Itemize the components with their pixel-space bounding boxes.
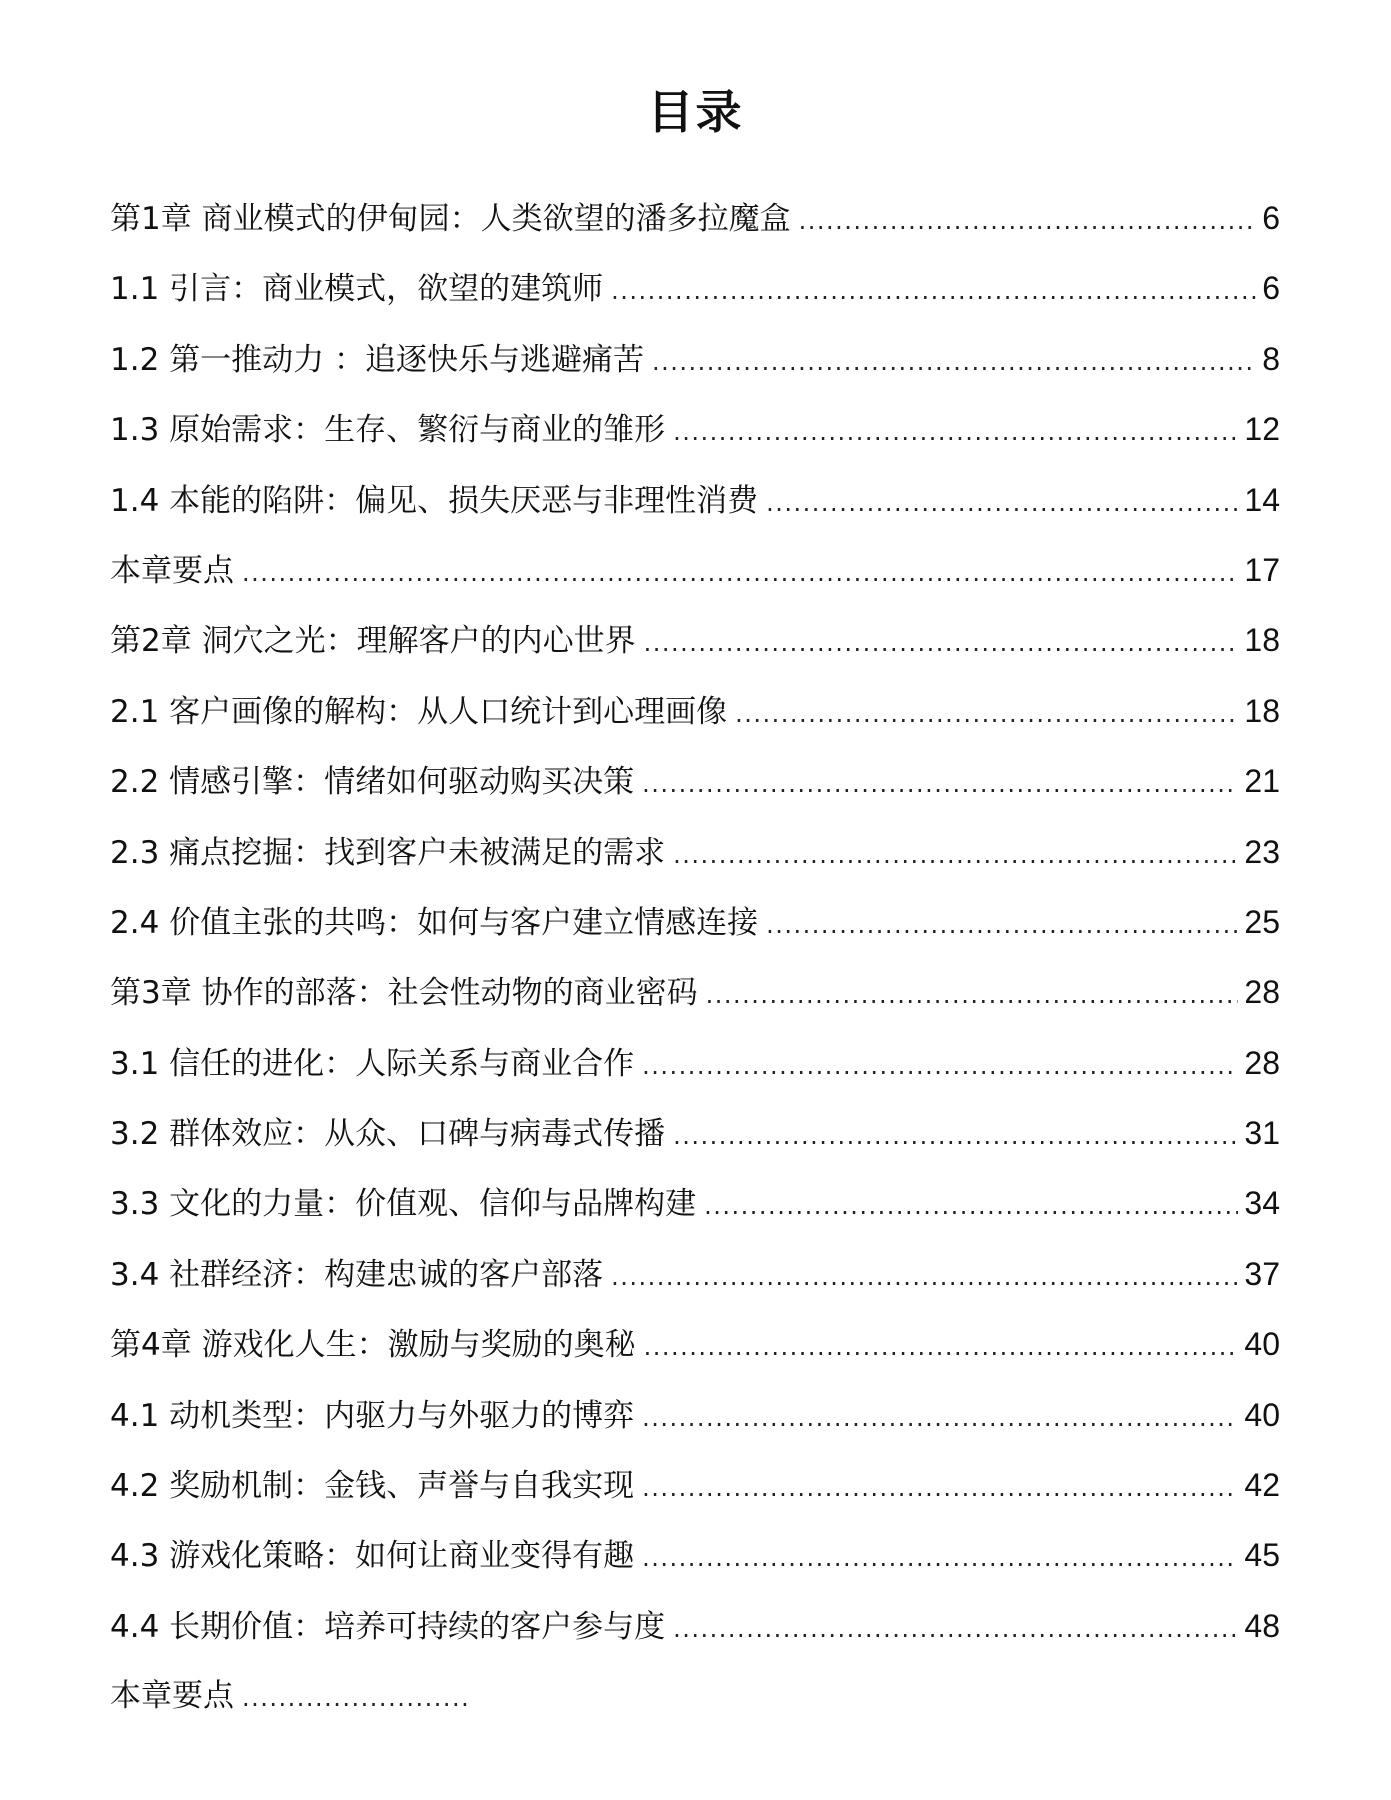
dot-leader (652, 340, 1256, 384)
toc-entry-page: 45 (1244, 1537, 1280, 1574)
dot-leader (611, 269, 1256, 313)
toc-entry-label: 4.3 游戏化策略：如何让商业变得有趣 (110, 1538, 635, 1575)
dot-leader (799, 199, 1257, 243)
toc-entry[interactable] (110, 1393, 1280, 1463)
toc-entry-label: 1.3 原始需求：生存、繁衍与商业的雏形 (110, 412, 666, 449)
toc-entry[interactable] (110, 1674, 1280, 1744)
dot-leader (642, 762, 1238, 806)
toc-entry[interactable] (110, 830, 1280, 900)
toc-entry-page: 48 (1244, 1607, 1280, 1644)
toc-entry-label: 2.4 价值主张的共鸣：如何与客户建立情感连接 (110, 904, 759, 941)
toc-entry[interactable] (110, 407, 1280, 477)
dot-leader (706, 973, 1239, 1017)
toc-entry-page: 12 (1244, 411, 1280, 448)
toc-entry[interactable] (110, 759, 1280, 829)
toc-entry-page: 17 (1244, 551, 1280, 588)
toc-entry-label: 3.4 社群经济：构建忠诚的客户部落 (110, 1256, 604, 1293)
toc-entry-page: 42 (1244, 1467, 1280, 1504)
toc-entry[interactable] (110, 1252, 1280, 1322)
dot-leader (642, 1396, 1238, 1440)
toc-entry[interactable] (110, 1533, 1280, 1603)
toc-entry[interactable] (110, 970, 1280, 1040)
toc-entry-label: 1.2 第一推动力 ：追逐快乐与逃避痛苦 (110, 341, 645, 378)
dot-leader (735, 692, 1238, 736)
toc-entry-page: 25 (1244, 903, 1280, 940)
dot-leader (644, 1325, 1239, 1369)
dot-leader (611, 1255, 1238, 1299)
toc-entry[interactable] (110, 1111, 1280, 1181)
toc-entry-page: 18 (1244, 692, 1280, 729)
toc-entry-label: 第3章 协作的部落：社会性动物的商业密码 (110, 975, 698, 1012)
dot-leader (673, 833, 1238, 877)
toc-entry-page: 28 (1244, 1044, 1280, 1081)
toc-entry-page: 8 (1262, 340, 1280, 377)
dot-leader (642, 1044, 1238, 1088)
toc-entry-label: 3.3 文化的力量：价值观、信仰与品牌构建 (110, 1186, 697, 1223)
toc-entry[interactable] (110, 196, 1280, 266)
toc-entry-label: 1.1 引言：商业模式，欲望的建筑师 (110, 271, 604, 308)
toc-entry-page: 21 (1244, 763, 1280, 800)
toc-entry[interactable] (110, 1463, 1280, 1533)
toc-entry-label: 4.2 奖励机制：金钱、声誉与自我实现 (110, 1468, 635, 1505)
toc-entry-label: 本章要点 (110, 1678, 234, 1715)
toc-entry-label: 4.1 动机类型：内驱力与外驱力的博弈 (110, 1397, 635, 1434)
toc-entry-label: 4.4 长期价值：培养可持续的客户参与度 (110, 1608, 666, 1645)
page-title: 目录 (647, 85, 744, 139)
toc-entry-label: 2.1 客户画像的解构：从人口统计到心理画像 (110, 693, 728, 730)
dot-leader (644, 621, 1239, 665)
toc-entry[interactable] (110, 548, 1280, 618)
dot-leader (673, 410, 1238, 454)
toc-entry[interactable] (110, 1604, 1280, 1674)
dot-leader (704, 1184, 1238, 1228)
toc-entry-page: 23 (1244, 833, 1280, 870)
dot-leader (673, 1607, 1238, 1651)
dot-leader (673, 1114, 1238, 1158)
toc-entry-page: 18 (1244, 622, 1280, 659)
toc-entry[interactable] (110, 266, 1280, 336)
toc-entry-page: 40 (1244, 1326, 1280, 1363)
toc-entry[interactable] (110, 618, 1280, 688)
toc-entry-page: 28 (1244, 974, 1280, 1011)
toc-entry[interactable] (110, 900, 1280, 970)
toc-entry[interactable] (110, 478, 1280, 548)
toc-entry-page: 6 (1262, 200, 1280, 236)
toc-entry-label: 第1章 商业模式的伊甸园：人类欲望的潘多拉魔盒 (110, 201, 791, 237)
toc-entry-label: 第4章 游戏化人生：激励与奖励的奥秘 (110, 1327, 636, 1364)
toc-entry-page: 40 (1244, 1396, 1280, 1433)
dot-leader (642, 1466, 1238, 1510)
toc-entry-label: 本章要点 (110, 552, 234, 589)
toc-entry-label: 第2章 洞穴之光：理解客户的内心世界 (110, 623, 636, 660)
dot-leader (642, 1536, 1238, 1580)
toc-entry-page: 6 (1262, 270, 1280, 307)
toc-entry[interactable] (110, 1181, 1280, 1251)
toc-entry[interactable] (110, 1041, 1280, 1111)
dot-leader (242, 1676, 467, 1720)
toc-entry-label: 1.4 本能的陷阱：偏见、损失厌恶与非理性消费 (110, 482, 759, 519)
toc-entry-label: 2.3 痛点挖掘：找到客户未被满足的需求 (110, 834, 666, 871)
dot-leader (766, 481, 1238, 525)
toc-entry-label: 3.2 群体效应：从众、口碑与病毒式传播 (110, 1116, 666, 1153)
toc-entry[interactable] (110, 1322, 1280, 1392)
toc-entry-page: 14 (1244, 481, 1280, 518)
dot-leader (766, 903, 1238, 947)
toc-entry[interactable] (110, 689, 1280, 759)
toc-entry-page: 37 (1244, 1255, 1280, 1292)
toc-entry-label: 2.2 情感引擎：情绪如何驱动购买决策 (110, 764, 635, 801)
toc-entry-label: 3.1 信任的进化：人际关系与商业合作 (110, 1045, 635, 1082)
toc-entry-page: 31 (1244, 1115, 1280, 1152)
dot-leader (242, 551, 1238, 595)
toc-list (110, 196, 1280, 1745)
toc-entry-page: 34 (1244, 1185, 1280, 1222)
toc-entry[interactable] (110, 337, 1280, 407)
